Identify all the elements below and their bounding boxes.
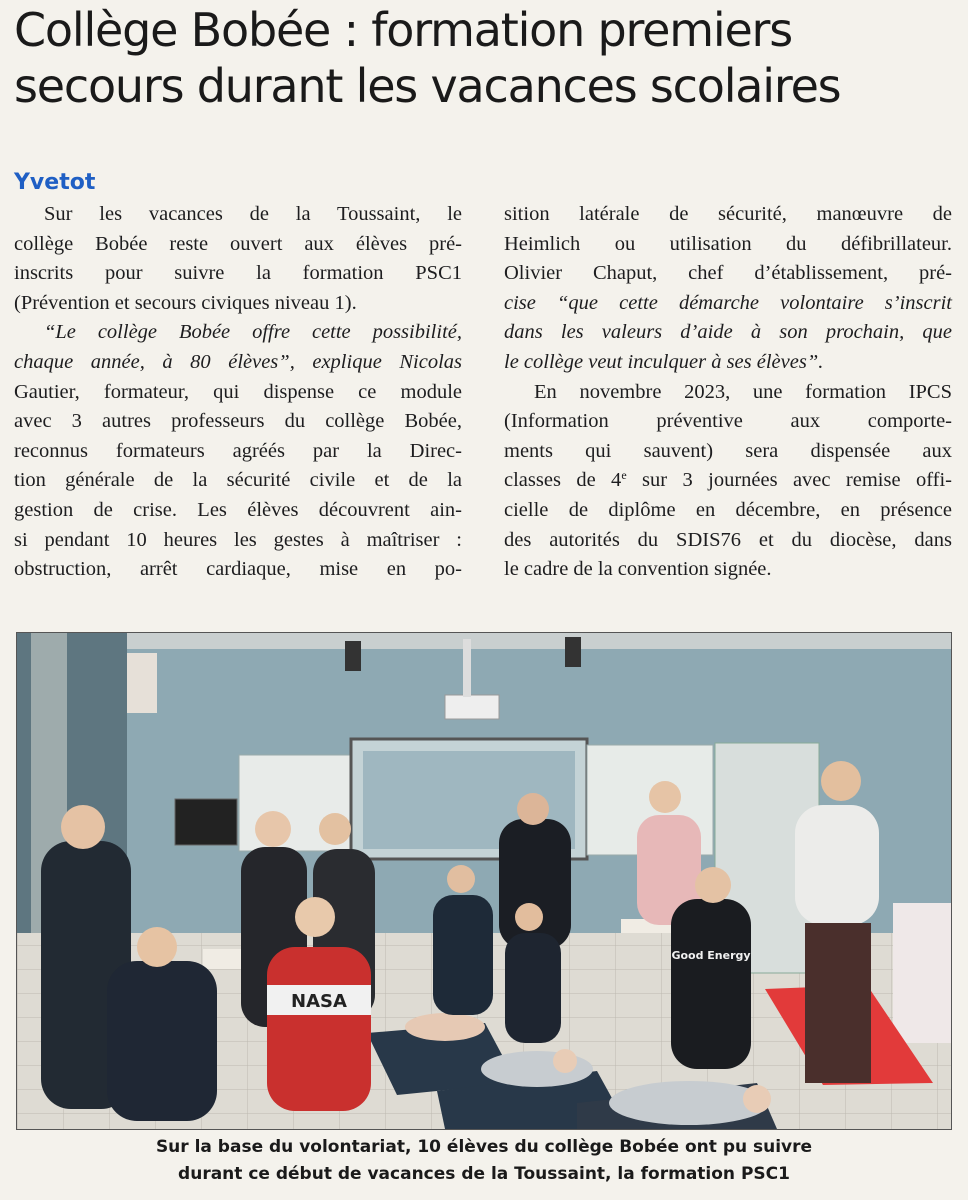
- body-line: tion générale de la sécurité civile et de la: [14, 469, 462, 492]
- photo-caption: [0, 1134, 968, 1188]
- article-photo: [16, 632, 952, 1130]
- headline-line-1: Collège Bobée : formation premiers: [14, 3, 793, 57]
- body-line: avec 3 autres professeurs du collège Bobée,: [14, 410, 462, 433]
- body-line: des autorités du SDIS76 et du diocèse, dans: [504, 528, 952, 551]
- caption-line-1: Sur la base du volontariat, 10 élèves du collège Bobée ont pu suivre: [155, 1137, 813, 1157]
- body-line: cielle de diplôme en décembre, en présence: [504, 498, 952, 521]
- body-line: (Information préventive aux comporte-: [504, 410, 952, 433]
- body-line: classes de 4e sur 3 journées avec remise offi-: [504, 468, 952, 492]
- quote-line: le collège veut inculquer à ses élèves”.: [504, 350, 824, 373]
- body-line: (Prévention et secours civiques niveau 1).: [14, 291, 357, 314]
- body-line: Gautier, formateur, qui dispense ce module: [14, 380, 462, 403]
- body-line: inscrits pour suivre la formation PSC1: [14, 262, 462, 285]
- quote-line: “Le collège Bobée offre cette possibilité,: [44, 321, 462, 344]
- body-line: Heimlich ou utilisation du défibrillateur.: [504, 232, 952, 255]
- body-line: ments qui sauvent) sera dispensée aux: [504, 439, 952, 462]
- article-column-right: [504, 200, 952, 585]
- body-line: si pendant 10 heures les gestes à maîtriser :: [14, 528, 462, 551]
- body-line: Olivier Chaput, chef d’établissement, pré-: [504, 262, 952, 285]
- headline-line-2: secours durant les vacances scolaires: [14, 59, 841, 113]
- body-line: reconnus formateurs agréés par la Direc-: [14, 439, 462, 462]
- body-line: sition latérale de sécurité, manœuvre de: [504, 203, 952, 225]
- body-line: gestion de crise. Les élèves découvrent ain-: [14, 498, 462, 521]
- good-energy-shirt-text: Good Energy: [671, 949, 751, 962]
- article-headline: [14, 2, 954, 114]
- article-column-left: [14, 200, 462, 585]
- body-line: Sur les vacances de la Toussaint, le: [44, 203, 462, 225]
- quote-line: cise “que cette démarche volontaire s’inscrit: [504, 291, 952, 314]
- body-line: collège Bobée reste ouvert aux élèves pré-: [14, 232, 462, 255]
- body-line: En novembre 2023, une formation IPCS: [534, 380, 952, 403]
- quote-line: chaque année, à 80 élèves”, explique Nicolas: [14, 350, 462, 373]
- body-line: obstruction, arrêt cardiaque, mise en po-: [14, 558, 462, 581]
- caption-line-2: durant ce début de vacances de la Toussaint, la formation PSC1: [178, 1164, 790, 1184]
- body-line: le cadre de la convention signée.: [504, 558, 772, 581]
- nasa-shirt-text: NASA: [291, 991, 347, 1012]
- superscript-e: e: [621, 468, 627, 483]
- quote-line: dans les valeurs d’aide à son prochain, que: [504, 321, 952, 344]
- dateline: Yvetot: [14, 170, 96, 195]
